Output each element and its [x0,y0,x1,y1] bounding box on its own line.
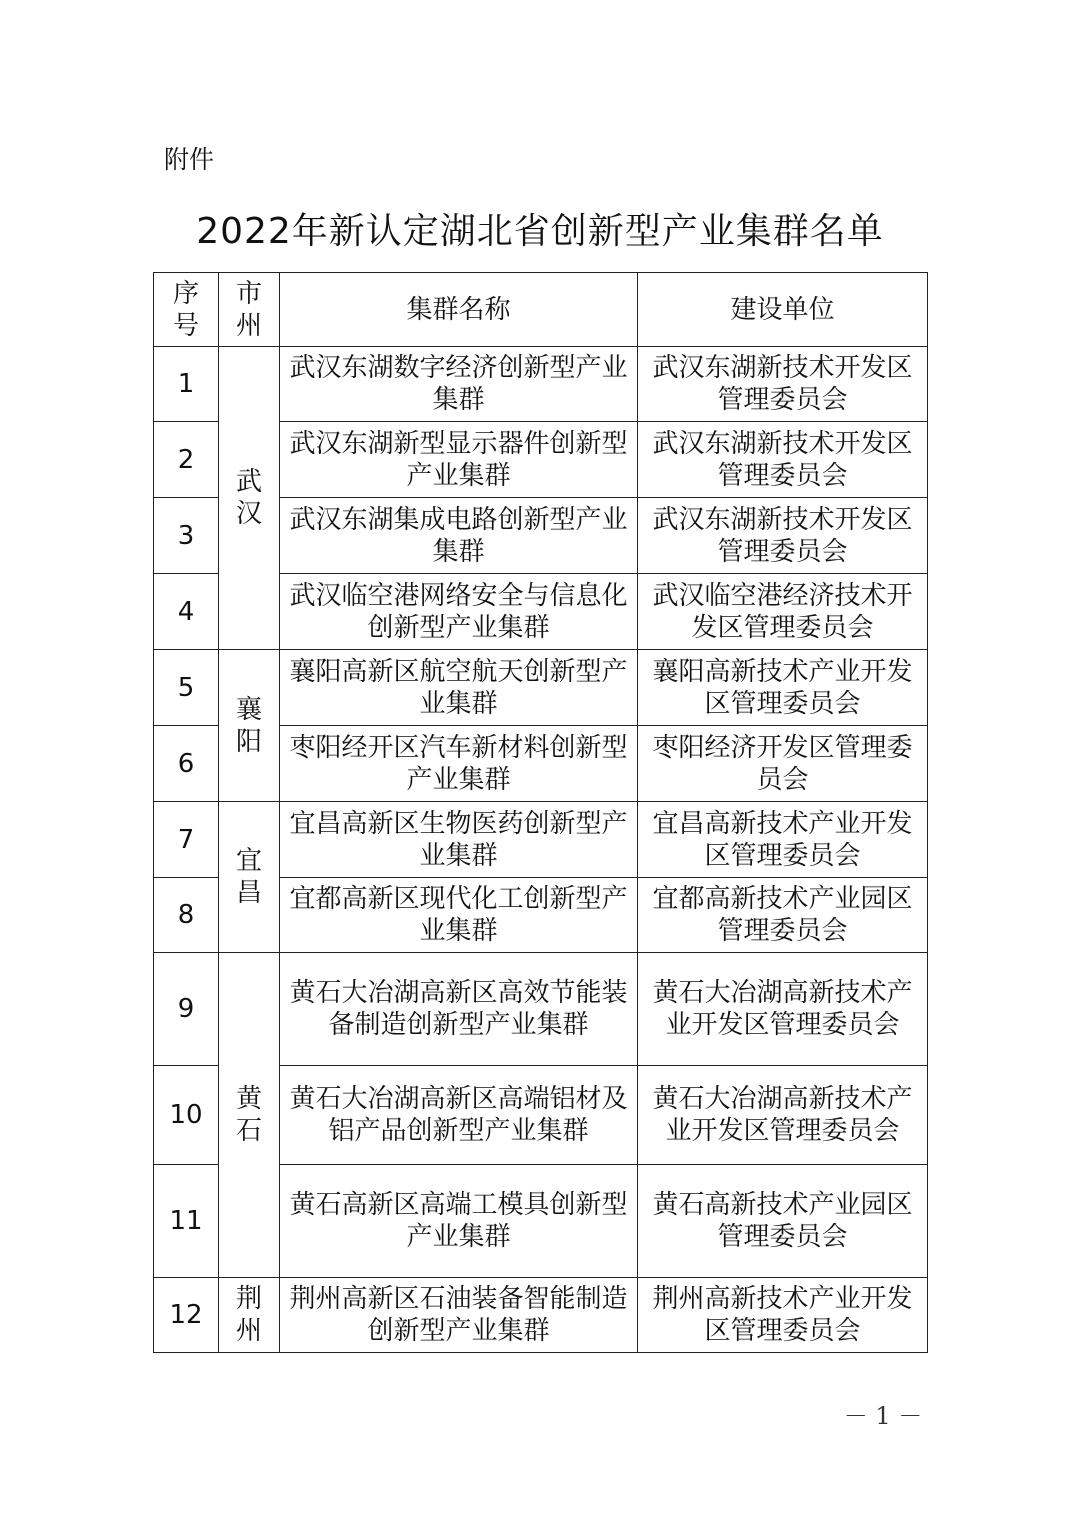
table-row [154,650,928,726]
cluster-table [153,272,928,1353]
builder-unit: 黄石大冶湖高新技术产业开发区管理委员会 [638,1066,928,1165]
cluster-name: 黄石大冶湖高新区高端铝材及铝产品创新型产业集群 [280,1066,638,1165]
page-number: － 1 － [843,1402,923,1430]
city-cell-huangshi: 黄石 [219,953,280,1278]
city-cell-wuhan: 武汉 [219,347,280,650]
header-city: 市州 [219,273,280,347]
table-row [154,953,928,1066]
cluster-name: 襄阳高新区航空航天创新型产业集群 [280,650,638,726]
builder-unit: 襄阳高新技术产业开发区管理委员会 [638,650,928,726]
builder-unit: 武汉东湖新技术开发区管理委员会 [638,347,928,422]
cluster-name: 武汉东湖数字经济创新型产业集群 [280,347,638,422]
row-seq: 5 [154,650,219,726]
row-seq: 8 [154,878,219,953]
builder-unit: 武汉东湖新技术开发区管理委员会 [638,422,928,498]
header-cluster-name: 集群名称 [280,273,638,347]
builder-unit: 宜昌高新技术产业开发区管理委员会 [638,802,928,878]
row-seq: 11 [154,1165,219,1278]
cluster-name: 黄石大冶湖高新区高效节能装备制造创新型产业集群 [280,953,638,1066]
document-title: 2022年新认定湖北省创新型产业集群名单 [196,211,884,252]
row-seq: 1 [154,347,219,422]
cluster-name: 黄石高新区高端工模具创新型产业集群 [280,1165,638,1278]
row-seq: 12 [154,1278,219,1353]
row-seq: 9 [154,953,219,1066]
attachment-label: 附件 [164,145,215,174]
header-builder: 建设单位 [638,273,928,347]
builder-unit: 武汉临空港经济技术开发区管理委员会 [638,574,928,650]
row-seq: 7 [154,802,219,878]
builder-unit: 武汉东湖新技术开发区管理委员会 [638,498,928,574]
row-seq: 2 [154,422,219,498]
cluster-name: 枣阳经开区汽车新材料创新型产业集群 [280,726,638,802]
city-cell-yichang: 宜昌 [219,802,280,953]
city-cell-xiangyang: 襄阳 [219,650,280,802]
builder-unit: 黄石大冶湖高新技术产业开发区管理委员会 [638,953,928,1066]
city-cell-jingzhou: 荆州 [219,1278,280,1353]
cluster-name: 宜都高新区现代化工创新型产业集群 [280,878,638,953]
cluster-name: 武汉东湖集成电路创新型产业集群 [280,498,638,574]
builder-unit: 荆州高新技术产业开发区管理委员会 [638,1278,928,1353]
table-row [154,1278,928,1353]
row-seq: 10 [154,1066,219,1165]
builder-unit: 宜都高新技术产业园区管理委员会 [638,878,928,953]
table-row [154,347,928,422]
row-seq: 4 [154,574,219,650]
table-row [154,802,928,878]
cluster-name: 武汉临空港网络安全与信息化创新型产业集群 [280,574,638,650]
row-seq: 3 [154,498,219,574]
builder-unit: 黄石高新技术产业园区管理委员会 [638,1165,928,1278]
header-seq: 序号 [154,273,219,347]
builder-unit: 枣阳经济开发区管理委员会 [638,726,928,802]
table-header-row [154,273,928,347]
row-seq: 6 [154,726,219,802]
cluster-name: 荆州高新区石油装备智能制造创新型产业集群 [280,1278,638,1353]
cluster-name: 宜昌高新区生物医药创新型产业集群 [280,802,638,878]
cluster-name: 武汉东湖新型显示器件创新型产业集群 [280,422,638,498]
